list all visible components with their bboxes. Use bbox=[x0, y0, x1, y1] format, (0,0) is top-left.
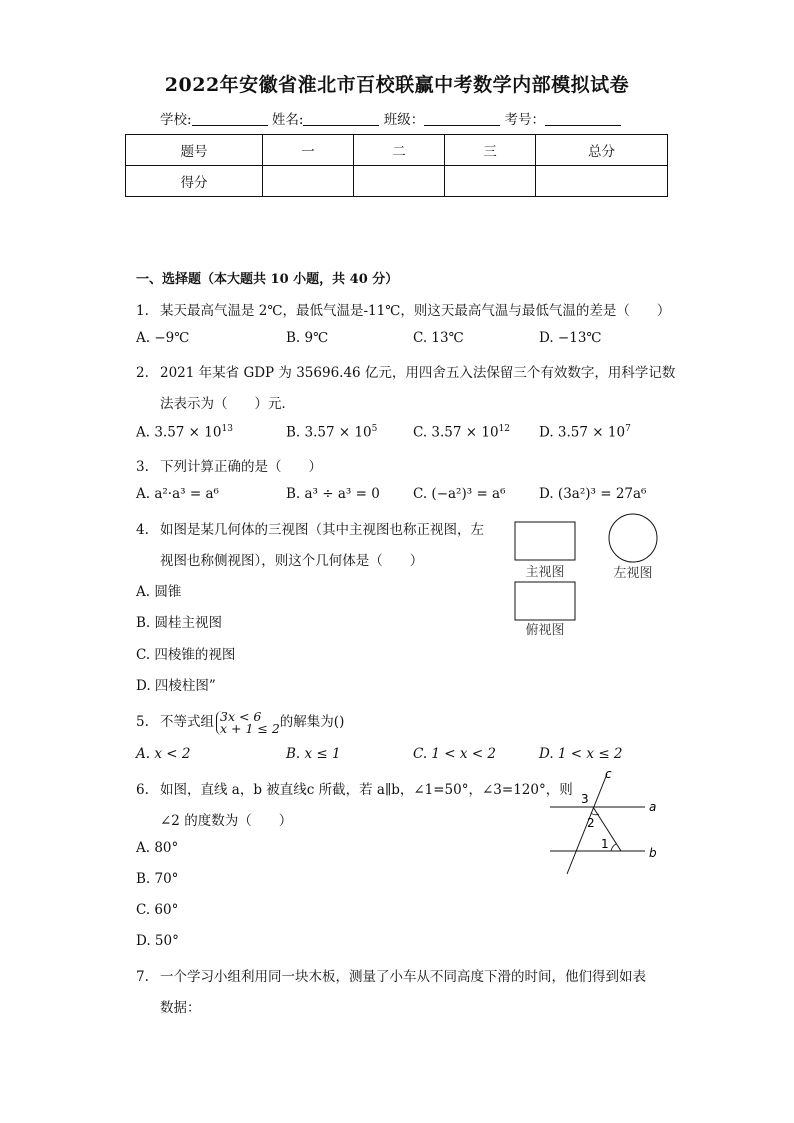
question-text: 2021 年某省 GDP 为 35696.46 亿元，用四舍五入法保留三个有效数字，用科学记数 bbox=[160, 365, 676, 381]
question-number: 3. bbox=[136, 459, 149, 475]
question-6-line2: ∠2 的度数为（ ） bbox=[160, 813, 293, 829]
number-label: 考号： bbox=[504, 112, 546, 128]
score-cell[interactable] bbox=[354, 166, 445, 197]
question-1 bbox=[136, 299, 670, 319]
question-number: 7. bbox=[136, 969, 149, 985]
option-d: D. 50° bbox=[136, 933, 179, 949]
class-label: 班级： bbox=[383, 112, 425, 128]
score-cell[interactable] bbox=[536, 166, 668, 197]
option-d: D. −13℃ bbox=[539, 330, 602, 346]
school-blank bbox=[192, 111, 268, 126]
header-cell: 二 bbox=[354, 135, 445, 166]
option-c: C. $3.57 \times 10^{12}$ bbox=[413, 424, 511, 441]
question-text: 某天最高气温是 2℃，最低气温是-11℃，则这天最高气温与最低气温的差是（ ） bbox=[160, 303, 671, 319]
question-number: 4. bbox=[136, 522, 149, 538]
option-c: C. 四棱锥的视图 bbox=[136, 647, 236, 663]
label-angle-2: 2 bbox=[587, 816, 595, 830]
header-cell: 总分 bbox=[536, 135, 668, 166]
question-number: 5. bbox=[136, 714, 149, 730]
school-label: 学校: bbox=[160, 112, 192, 128]
question-number: 6. bbox=[136, 782, 149, 798]
option-d: D. $3.57 \times 10^7$ bbox=[539, 424, 631, 441]
question-2 bbox=[136, 361, 675, 381]
option-b: B. 70° bbox=[136, 871, 179, 887]
inequality-system: 3x < 6 x + 1 ≤ 2 bbox=[216, 711, 280, 735]
label-a: a bbox=[649, 800, 657, 814]
score-cell[interactable] bbox=[263, 166, 354, 197]
page-title: 2022年安徽省淮北市百校联赢中考数学内部模拟试卷 bbox=[164, 74, 630, 96]
question-3 bbox=[136, 455, 322, 475]
option-d: D. 四棱柱图” bbox=[136, 678, 216, 694]
question-5 bbox=[136, 710, 344, 735]
score-table bbox=[125, 134, 668, 197]
label-c: c bbox=[605, 767, 612, 781]
three-views-figure bbox=[505, 512, 675, 644]
header-cell: 三 bbox=[445, 135, 536, 166]
option-a: A. 80° bbox=[136, 840, 179, 856]
option-b: B. 9℃ bbox=[286, 330, 329, 346]
question-6 bbox=[136, 778, 573, 798]
question-7 bbox=[136, 965, 646, 985]
question-text: 一个学习小组利用同一块木板，测量了小车从不同高度下滑的时间，他们得到如表 bbox=[160, 969, 646, 985]
option-c: C. 13℃ bbox=[413, 330, 464, 346]
score-table-header-row bbox=[126, 135, 668, 166]
option-b: B. a³ ÷ a³ = 0 bbox=[286, 486, 380, 502]
score-row-label: 得分 bbox=[126, 166, 263, 197]
label-angle-1: 1 bbox=[601, 837, 609, 851]
question-7-line2: 数据： bbox=[160, 1000, 201, 1016]
option-c: C. 1 < x < 2 bbox=[413, 746, 497, 762]
name-blank bbox=[303, 111, 379, 126]
option-b: B. x ≤ 1 bbox=[286, 746, 341, 762]
option-c: C. (−a²)³ = a⁶ bbox=[413, 486, 506, 502]
option-a: A. −9℃ bbox=[136, 330, 190, 346]
front-view-label: 主视图 bbox=[525, 565, 565, 580]
top-view-rect bbox=[515, 582, 575, 620]
option-b: B. 圆桂主视图 bbox=[136, 615, 223, 631]
option-c: C. 60° bbox=[136, 902, 179, 918]
question-text: 如图是某几何体的三视图（其中主视图也称正视图，左 bbox=[160, 522, 484, 538]
student-info-line bbox=[160, 108, 621, 128]
label-b: b bbox=[649, 846, 657, 860]
class-blank bbox=[424, 111, 500, 126]
left-view-circle bbox=[609, 514, 657, 562]
question-4 bbox=[136, 518, 484, 538]
left-view-label: 左视图 bbox=[613, 566, 653, 581]
question-text: 如图，直线 a，b 被直线c 所截，若 a∥b，∠1=50°，∠3=120°，则 bbox=[160, 782, 573, 798]
header-cell: 一 bbox=[263, 135, 354, 166]
question-text: 下列计算正确的是（ ） bbox=[160, 459, 322, 475]
option-a: A. x < 2 bbox=[136, 746, 191, 762]
question-2-line2: 法表示为（ ）元． bbox=[160, 396, 295, 412]
parallel-lines-figure bbox=[545, 764, 670, 879]
name-label: 姓名: bbox=[271, 112, 304, 128]
option-d: D. 1 < x ≤ 2 bbox=[539, 746, 623, 762]
header-cell: 题号 bbox=[126, 135, 263, 166]
question-number: 2. bbox=[136, 365, 149, 381]
option-a: A. a²·a³ = a⁶ bbox=[136, 486, 219, 502]
option-b: B. $3.57 \times 10^5$ bbox=[286, 424, 378, 441]
score-cell[interactable] bbox=[445, 166, 536, 197]
option-d: D. (3a²)³ = 27a⁶ bbox=[539, 486, 647, 502]
top-view-label: 俯视图 bbox=[525, 623, 565, 638]
question-4-line2: 视图也称侧视图），则这个几何体是（ ） bbox=[160, 553, 424, 569]
question-number: 1. bbox=[136, 303, 149, 319]
section-title: 一、选择题（本大题共 10 小题，共 40 分） bbox=[136, 272, 399, 287]
option-a: A. 圆锥 bbox=[136, 584, 182, 600]
front-view-rect bbox=[515, 522, 575, 560]
number-blank bbox=[545, 111, 621, 126]
question-text: 不等式组 bbox=[160, 714, 214, 730]
label-angle-3: 3 bbox=[581, 792, 589, 806]
angle-1-arc bbox=[611, 844, 616, 851]
score-table-score-row bbox=[126, 166, 668, 197]
question-text: 的解集为() bbox=[279, 714, 345, 730]
option-a: A. $3.57 \times 10^{13}$ bbox=[136, 424, 233, 441]
